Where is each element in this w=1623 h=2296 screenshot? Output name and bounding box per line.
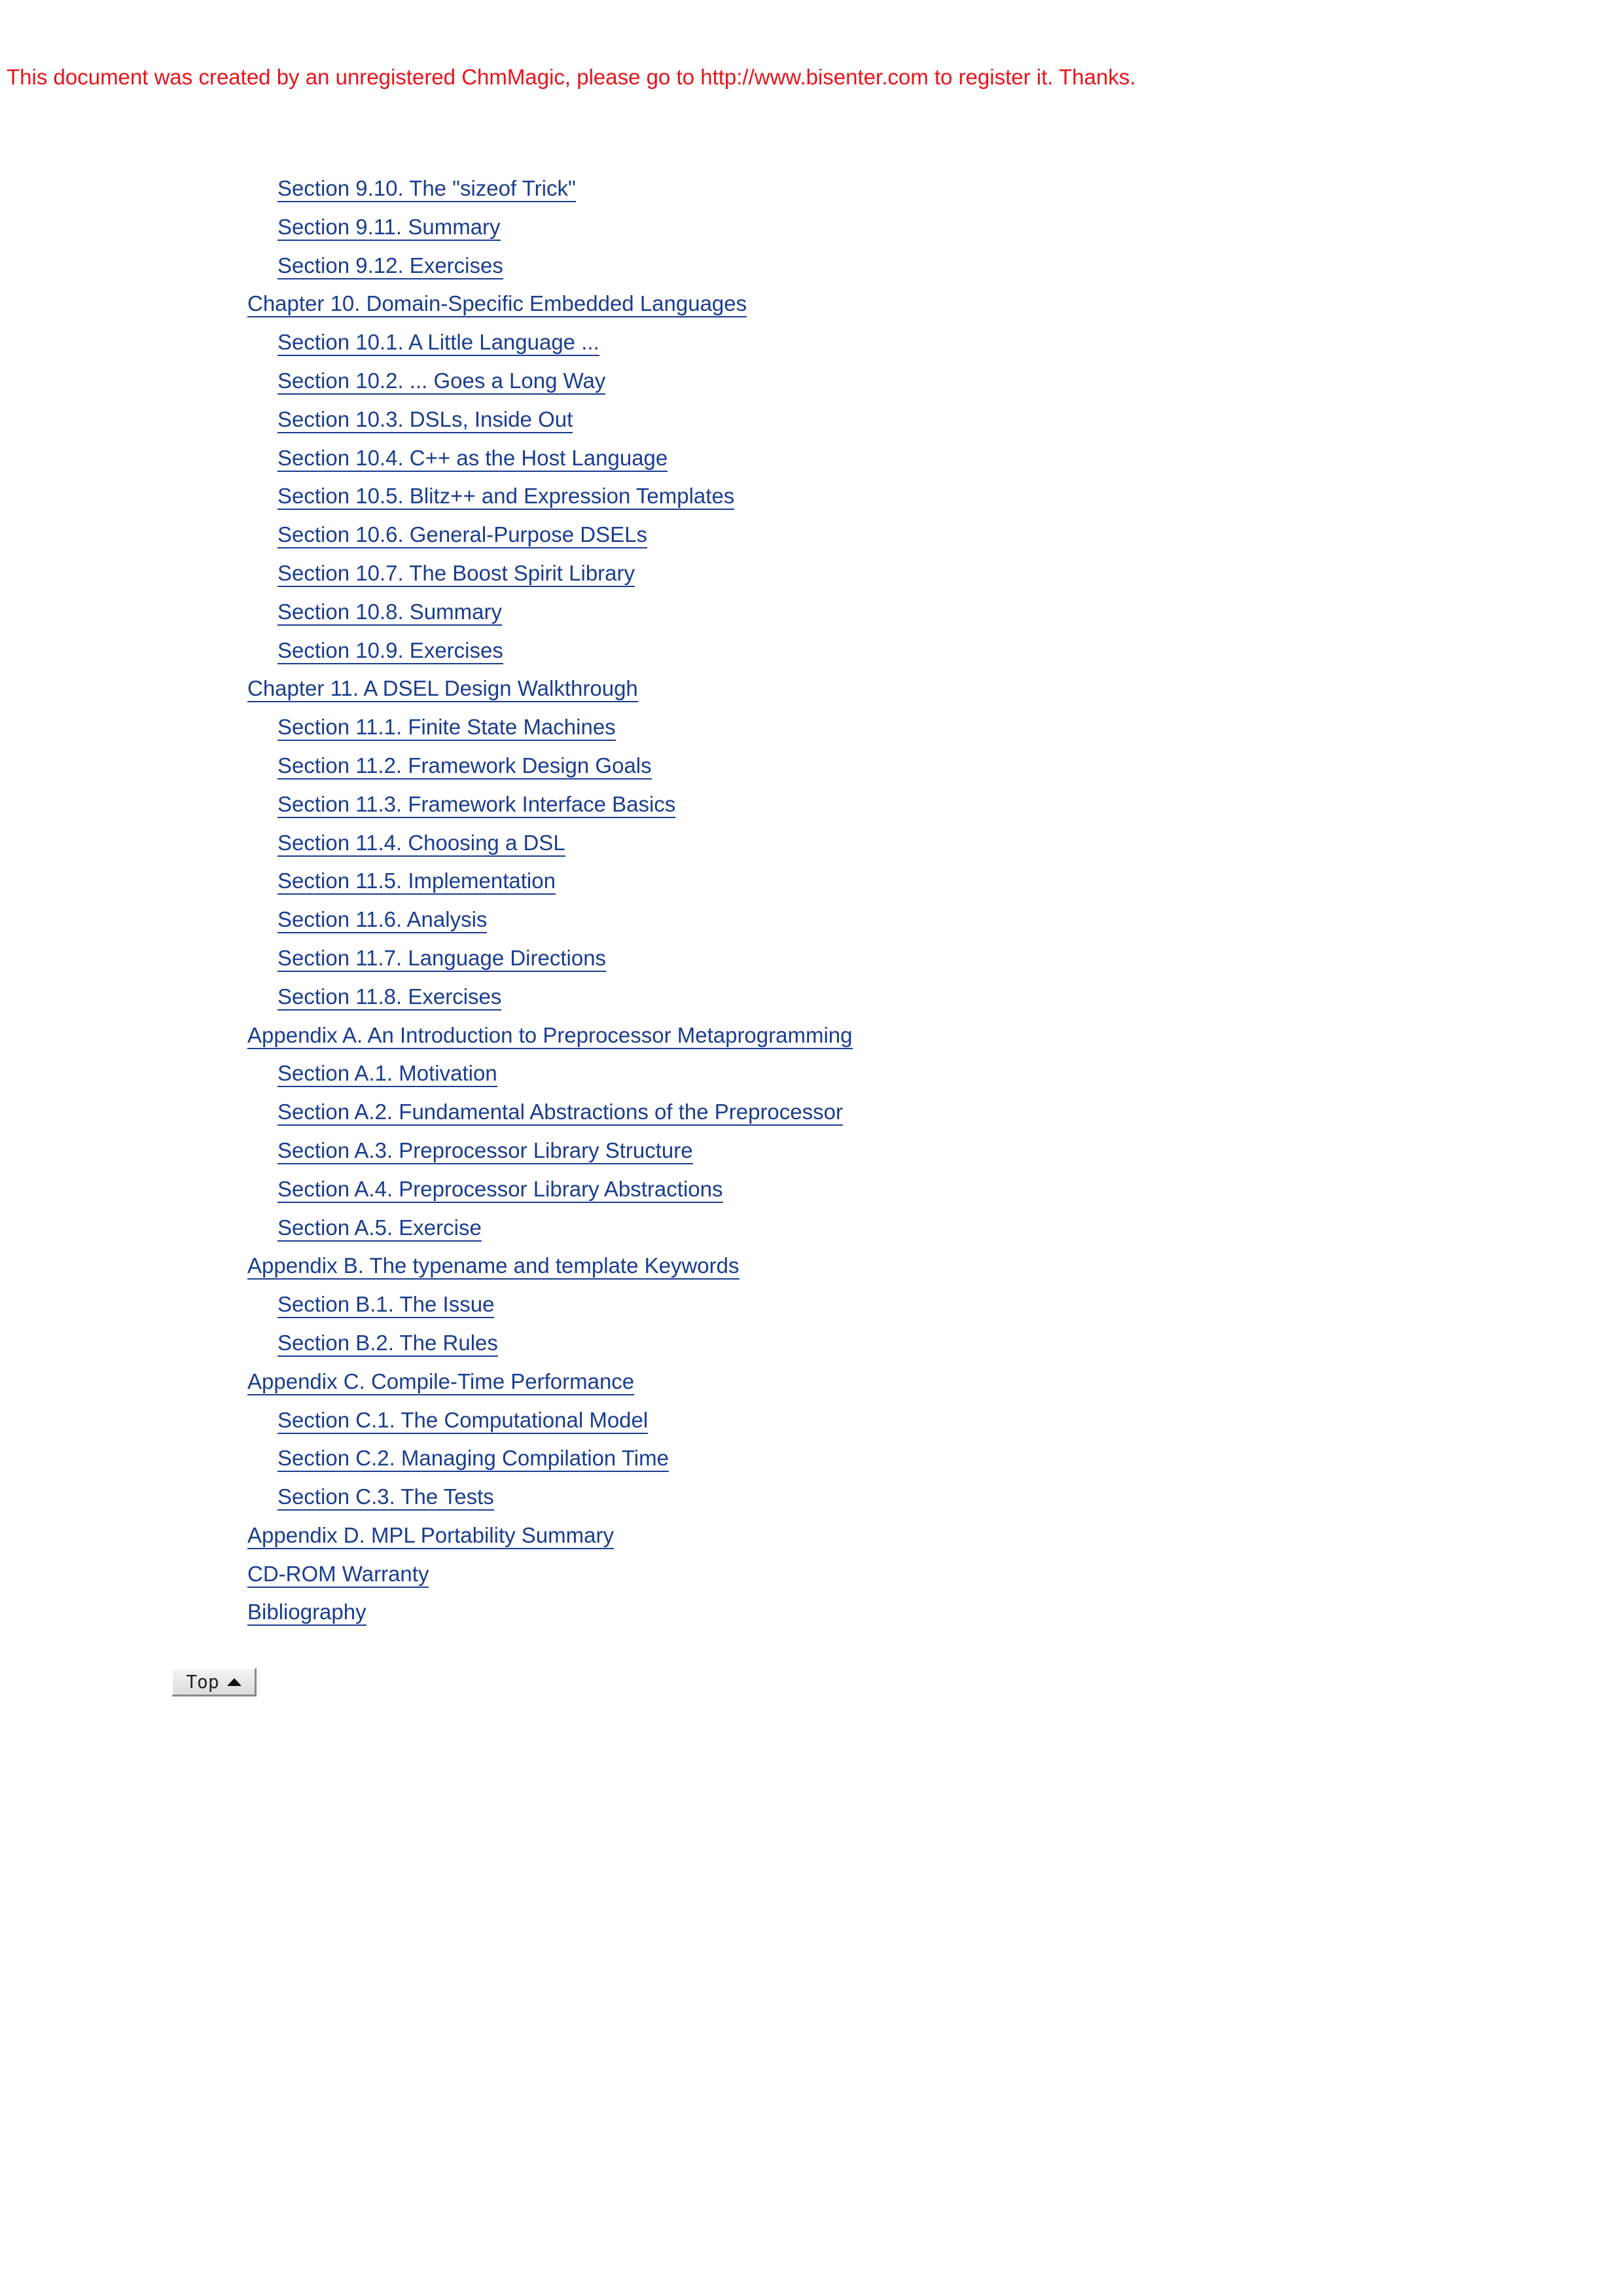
toc-item	[247, 289, 853, 328]
toc-item	[247, 1444, 853, 1482]
toc-section-link[interactable]: Section A.1. Motivation	[277, 1061, 497, 1087]
toc-section-link[interactable]: Section A.3. Preprocessor Library Structure	[277, 1138, 693, 1164]
toc-section-link[interactable]: Section A.2. Fundamental Abstractions of the Preprocessor	[277, 1100, 843, 1126]
toc-section-link[interactable]: Section 10.3. DSLs, Inside Out	[277, 407, 573, 433]
toc-section-link[interactable]: Section B.2. The Rules	[277, 1331, 498, 1357]
toc-item	[247, 1059, 853, 1098]
top-button-label: Top	[186, 1671, 219, 1693]
toc-item	[247, 867, 853, 905]
toc-item	[247, 1329, 853, 1367]
toc-section-link[interactable]: Section 11.6. Analysis	[277, 907, 487, 933]
toc-chapter-link[interactable]: Chapter 11. A DSEL Design Walkthrough	[247, 676, 638, 702]
toc-item	[247, 1021, 853, 1060]
toc-section-link[interactable]: Section 11.1. Finite State Machines	[277, 715, 616, 741]
toc-item	[247, 1290, 853, 1329]
toc-section-link[interactable]: Section C.1. The Computational Model	[277, 1408, 648, 1434]
toc-item	[247, 1175, 853, 1213]
toc-chapter-link[interactable]: Appendix A. An Introduction to Preprocessor Metaprogramming	[247, 1023, 853, 1049]
toc-item	[247, 1521, 853, 1560]
toc-item	[247, 444, 853, 482]
toc-section-link[interactable]: Section A.5. Exercise	[277, 1215, 482, 1242]
up-arrow-icon	[227, 1678, 241, 1686]
toc-section-link[interactable]: Section 10.5. Blitz++ and Expression Templates	[277, 484, 734, 510]
toc-chapter-link[interactable]: CD-ROM Warranty	[247, 1562, 429, 1588]
top-button[interactable]	[171, 1668, 257, 1696]
toc-item	[247, 598, 853, 636]
toc-item	[247, 790, 853, 829]
toc-section-link[interactable]: Section B.1. The Issue	[277, 1292, 494, 1318]
toc-section-link[interactable]: Section 10.4. C++ as the Host Language	[277, 446, 668, 472]
toc-chapter-link[interactable]: Chapter 10. Domain-Specific Embedded Languages	[247, 291, 747, 317]
toc-item	[247, 174, 853, 213]
toc-section-link[interactable]: Section 11.5. Implementation	[277, 869, 556, 895]
toc-item	[247, 905, 853, 944]
toc-section-link[interactable]: Section 11.2. Framework Design Goals	[277, 753, 652, 780]
toc-item	[247, 1367, 853, 1406]
toc-section-link[interactable]: Section 11.4. Choosing a DSL	[277, 831, 565, 857]
toc-section-link[interactable]: Section 11.8. Exercises	[277, 984, 501, 1011]
toc-item	[247, 520, 853, 559]
toc-item	[247, 674, 853, 713]
toc-item	[247, 367, 853, 405]
toc-item	[247, 1482, 853, 1521]
toc-item	[247, 1598, 853, 1636]
toc-item	[247, 405, 853, 444]
toc-item	[247, 636, 853, 675]
toc-section-link[interactable]: Section 10.1. A Little Language ...	[277, 330, 599, 356]
toc-section-link[interactable]: Section 10.7. The Boost Spirit Library	[277, 561, 635, 587]
toc-item	[247, 713, 853, 751]
toc-item	[247, 1136, 853, 1175]
toc-item	[247, 213, 853, 251]
toc-item	[247, 944, 853, 982]
toc-chapter-link[interactable]: Appendix B. The typename and template Keywords	[247, 1253, 740, 1280]
toc-item	[247, 1251, 853, 1290]
toc-item	[247, 251, 853, 290]
toc-section-link[interactable]: Section 10.6. General-Purpose DSELs	[277, 522, 647, 548]
toc-section-link[interactable]: Section 9.12. Exercises	[277, 253, 503, 279]
toc-chapter-link[interactable]: Appendix D. MPL Portability Summary	[247, 1523, 614, 1549]
toc-section-link[interactable]: Section 9.10. The "sizeof Trick"	[277, 176, 576, 202]
toc-section-link[interactable]: Section C.2. Managing Compilation Time	[277, 1446, 669, 1472]
toc-item	[247, 1213, 853, 1252]
toc-section-link[interactable]: Section 10.8. Summary	[277, 600, 502, 626]
toc-section-link[interactable]: Section A.4. Preprocessor Library Abstractions	[277, 1177, 723, 1203]
toc-item	[247, 328, 853, 367]
toc-chapter-link[interactable]: Appendix C. Compile-Time Performance	[247, 1369, 634, 1395]
toc-item	[247, 751, 853, 790]
toc-section-link[interactable]: Section C.3. The Tests	[277, 1484, 494, 1511]
unregistered-notice: This document was created by an unregistered ChmMagic, please go to http://www.bisenter.com to register it. Thanks.	[7, 65, 1136, 89]
toc-item	[247, 1560, 853, 1598]
toc-item	[247, 482, 853, 520]
toc-section-link[interactable]: Section 9.11. Summary	[277, 215, 501, 241]
toc-chapter-link[interactable]: Bibliography	[247, 1600, 366, 1626]
toc-section-link[interactable]: Section 10.9. Exercises	[277, 638, 503, 664]
toc-item	[247, 1406, 853, 1444]
toc-item	[247, 1098, 853, 1136]
table-of-contents	[247, 174, 853, 1636]
toc-section-link[interactable]: Section 11.3. Framework Interface Basics	[277, 792, 675, 818]
toc-item	[247, 559, 853, 598]
toc-section-link[interactable]: Section 10.2. ... Goes a Long Way	[277, 368, 605, 395]
toc-section-link[interactable]: Section 11.7. Language Directions	[277, 946, 606, 972]
toc-item	[247, 982, 853, 1021]
toc-item	[247, 829, 853, 867]
